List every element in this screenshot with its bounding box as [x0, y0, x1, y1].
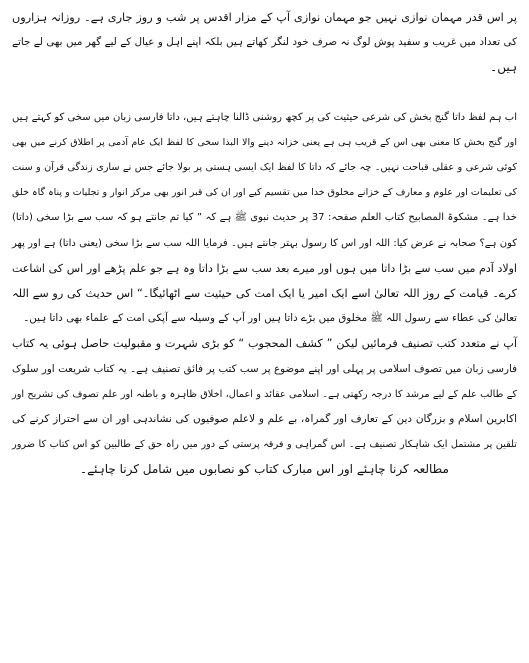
text-line: کی تعلیمات اور علوم و معارف کے خزانے مخلوق خدا میں تقسیم کیے اور ان کی قبر انور بھی مرکز انوار و تجلیات و پناہ گاہ خلق: [12, 187, 517, 199]
paragraph-hospitality: [12, 0, 517, 81]
text-line: اب ہم لفظ داتا گنج بخش کی شرعی حیثیت کی پر کچھ روشنی ڈالنا چاہتے ہیں، داتا فارسی زبان میں سخی کو کہتے ہیں: [12, 111, 517, 123]
text-line: کون ہے؟ صحابہ نے عرض کیا: اللہ اور اس کا رسول بہتر جانتے ہیں۔ فرمایا اللہ سب سے بڑا سخی (یعنی داتا) ہے اور پھر: [12, 237, 517, 249]
text-line: تعالیٰ کی عطاء سے رسول اللہ ﷺ مخلوق میں بڑے داتا ہیں اور آپ کے وسیلہ سے آپکی امت کے علماء بھی داتا ہیں۔: [23, 312, 517, 325]
text-line: مطالعہ کرنا چاہئے اور اس مبارک کتاب کو نصابوں میں شامل کرنا چاہئے۔: [80, 462, 449, 477]
text-line: کرے۔ قیامت کے روز اللہ تعالیٰ اسے ایک امیر یا ایک امت کی حیثیت سے اٹھائیگا۔“ اس حدیث کی رو سے اللہ: [12, 287, 517, 301]
text-line: کی تعداد میں غریب و سفید پوش لوگ نہ صرف خود لنگر کھاتے ہیں بلکہ اپنے اہل و عیال کے لیے گھر میں بھی لے جاتے: [12, 36, 517, 49]
text-line: آپ نے متعدد کتب تصنیف فرمائیں لیکن ” کشف المحجوب “ کو بڑی شہرت و مقبولیت حاصل ہوئی یہ کتاب: [12, 337, 517, 351]
paragraph-kashf-al-mahjub: [12, 331, 517, 482]
document-page: [12, 0, 517, 663]
text-line: ہیں۔: [490, 60, 517, 75]
text-line: اولاد آدم میں سب سے بڑا داتا میں ہوں اور میرے بعد سب سے بڑا داتا وہ ہے جو علم پڑھے اور اس کی اشاعت: [12, 261, 517, 275]
text-line: کوئی شرعی و عقلی قباحت نہیں۔ چہ جائے کہ داتا کا لفظ ایک ایسی ہستی پر بولا جائے جس نے ساری زندگی قرآن و سنت: [12, 162, 517, 174]
text-line: اکابرین اسلام و بزرگان دین کے تعارف اور گمراہ، بے علم و لاعلم صوفیوں کی نشاندہی اور ان سے احتراز کرنے کی: [12, 413, 517, 426]
text-line: اور گنج بخش کا معنی بھی اس کے قریب ہی ہے یعنی خزانہ دینے والا البذا سخی کا لفظ ایک عام آدمی پر اطلاق کرنے میں بھی: [12, 136, 517, 148]
text-line: تلقین پر مشتمل ایک شاہکار تصنیف ہے۔ اس گمراہی و فرقہ پرستی کے دور میں راہ حق کے طالبین کو اس کتاب کا ضرور: [12, 439, 517, 451]
text-line: کے طالب علم کے لیے مرشد کا درجہ رکھتی ہے۔ اسلامی عقائد و اعمال، اخلاق ظاہرہ و باطنہ اور علم تصوف کی تشریح اور: [12, 388, 517, 400]
text-line: خدا ہے۔ مشکوۃ المصابیح کتاب العلم صفحہ: 37 پر حدیث نبوی ﷺ ہے کہ ” کیا تم جانتے ہو کہ سب سے بڑا سخی (داتا): [12, 212, 517, 224]
paragraph-data-ganj-bakhsh: [12, 105, 517, 332]
text-line: پر اس قدر مہمان نوازی نہیں جو مہمان نوازی آپ کے مزار اقدس پر شب و روز جاری ہے۔ روزانہ ہزاروں: [12, 11, 517, 24]
text-line: فارسی زبان میں تصوف اسلامی پر پہلی اور اپنے موضوع پر سب کتب پر فائق تصنیف ہے۔ یہ کتاب شریعت اور سلوک: [12, 362, 517, 375]
